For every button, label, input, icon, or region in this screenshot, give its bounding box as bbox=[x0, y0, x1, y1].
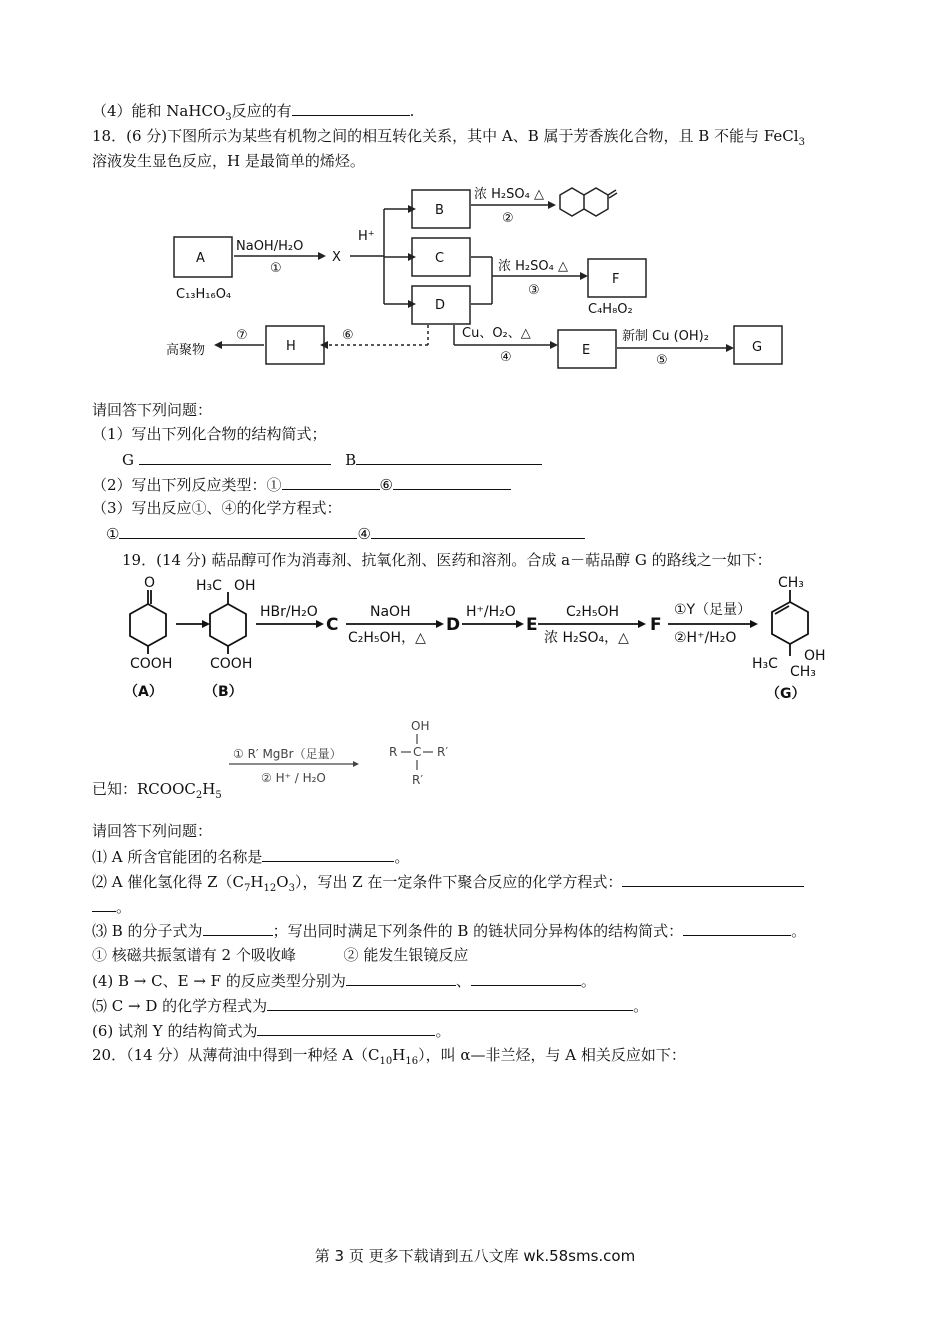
answer-blank[interactable] bbox=[267, 995, 633, 1011]
svg-text:COOH: COOH bbox=[130, 656, 173, 672]
svg-text:（B）: （B） bbox=[204, 684, 243, 700]
q19-part1: ⑴ A 所含官能团的名称是 。 bbox=[92, 848, 410, 866]
answer-blank-isomer[interactable] bbox=[683, 920, 791, 936]
svg-text:R: R bbox=[389, 745, 398, 759]
svg-text:OH: OH bbox=[804, 648, 826, 664]
svg-text:CH₃: CH₃ bbox=[790, 664, 816, 680]
q19-intro: 19．(14 分) 萜品醇可作为消毒剂、抗氧化剂、医药和溶剂。合成 a－萜品醇 G 的路线之一如下： bbox=[122, 551, 772, 569]
answer-blank-eq1[interactable] bbox=[119, 523, 357, 539]
svg-text:E: E bbox=[582, 343, 591, 358]
svg-text:②H⁺/H₂O: ②H⁺/H₂O bbox=[674, 630, 737, 646]
svg-text:H: H bbox=[286, 339, 296, 354]
svg-text:R′: R′ bbox=[412, 773, 424, 787]
svg-text:② H⁺ / H₂O: ② H⁺ / H₂O bbox=[261, 771, 326, 785]
answer-blank-1[interactable] bbox=[282, 474, 380, 490]
svg-text:COOH: COOH bbox=[210, 656, 253, 672]
svg-text:C: C bbox=[435, 251, 445, 266]
svg-text:新制 Cu (OH)₂: 新制 Cu (OH)₂ bbox=[622, 329, 709, 344]
svg-text:CH₃: CH₃ bbox=[778, 575, 804, 591]
q19-part2-cont: 。 bbox=[92, 896, 131, 917]
svg-text:G: G bbox=[752, 340, 763, 355]
q19-synthesis-scheme bbox=[110, 572, 850, 707]
svg-text:②: ② bbox=[502, 211, 514, 226]
q19-part6: (6) 试剂 Y 的结构简式为 。 bbox=[92, 1022, 451, 1040]
q18-reaction-diagram bbox=[160, 180, 800, 375]
svg-text:H⁺: H⁺ bbox=[358, 229, 375, 244]
svg-text:（G）: （G） bbox=[766, 686, 806, 702]
svg-text:④: ④ bbox=[500, 350, 512, 365]
svg-text:浓 H₂SO₄ △: 浓 H₂SO₄ △ bbox=[498, 259, 568, 274]
svg-text:①: ① bbox=[270, 261, 282, 276]
svg-text:浓 H₂SO₄，△: 浓 H₂SO₄，△ bbox=[544, 630, 629, 646]
svg-text:O: O bbox=[144, 575, 156, 591]
svg-text:OH: OH bbox=[234, 578, 256, 594]
svg-text:R′: R′ bbox=[437, 745, 449, 759]
svg-text:C: C bbox=[413, 745, 422, 759]
ring-a bbox=[130, 604, 166, 646]
q18-stem-line2: 溶液发生显色反应，H 是最简单的烯烃。 bbox=[92, 152, 365, 170]
svg-text:C₄H₈O₂: C₄H₈O₂ bbox=[588, 302, 633, 317]
answer-blank-b[interactable] bbox=[356, 449, 542, 465]
q19-part5: ⑸ C → D 的化学方程式为 。 bbox=[92, 997, 649, 1015]
q18-part1: （1）写出下列化合物的结构简式； bbox=[92, 425, 327, 443]
formula-a: C₁₃H₁₆O₄ bbox=[176, 287, 232, 302]
answer-blank[interactable] bbox=[622, 871, 804, 887]
answer-blank[interactable] bbox=[292, 100, 410, 116]
svg-text:H₃C: H₃C bbox=[196, 578, 222, 594]
svg-text:Cu、O₂、△: Cu、O₂、△ bbox=[462, 326, 531, 341]
answer-blank-cont[interactable] bbox=[92, 896, 116, 912]
ring-g bbox=[772, 602, 808, 644]
svg-text:F: F bbox=[650, 615, 662, 635]
ring-b bbox=[210, 604, 246, 646]
svg-text:C₂H₅OH，△: C₂H₅OH，△ bbox=[348, 630, 426, 646]
svg-text:C₂H₅OH: C₂H₅OH bbox=[566, 604, 620, 620]
svg-text:① R′ MgBr（足量）: ① R′ MgBr（足量） bbox=[233, 747, 342, 761]
q19-part3: ⑶ B 的分子式为 ；写出同时满足下列条件的 B 的链状同分异构体的结构简式： 。 bbox=[92, 922, 807, 940]
q18-part3: （3）写出反应①、④的化学方程式： bbox=[92, 499, 342, 517]
svg-text:B: B bbox=[435, 203, 444, 218]
answer-blank-2[interactable] bbox=[471, 970, 581, 986]
q19-conditions: ① 核磁共振氢谱有 2 个吸收峰 ② 能发生银镜反应 bbox=[92, 946, 469, 964]
svg-text:E: E bbox=[526, 615, 538, 635]
answer-blank-1[interactable] bbox=[346, 970, 456, 986]
page-footer: 第 3 页 更多下载请到五八文库 wk.58sms.com bbox=[314, 1247, 636, 1265]
answer-blank[interactable] bbox=[262, 846, 394, 862]
answer-blank-6[interactable] bbox=[393, 474, 511, 490]
svg-text:F: F bbox=[612, 272, 620, 287]
svg-text:③: ③ bbox=[528, 283, 540, 298]
q18-stem-line1: 18．(6 分)下图所示为某些有机物之间的相互转化关系，其中 A、B 属于芳香族化合物，且 B 不能与 FeCl$_3$ bbox=[92, 127, 805, 148]
q17-part4: （4）能和 NaHCO$_3$反应的有 . bbox=[92, 102, 415, 123]
svg-text:（A）: （A） bbox=[124, 684, 163, 700]
label-a: A bbox=[196, 251, 205, 266]
q19-part4: (4) B → C、E → F 的反应类型分别为 、 。 bbox=[92, 972, 596, 990]
svg-text:C: C bbox=[326, 615, 339, 635]
svg-text:⑥: ⑥ bbox=[342, 328, 354, 343]
svg-text:浓 H₂SO₄ △: 浓 H₂SO₄ △ bbox=[474, 187, 544, 202]
label-x: X bbox=[332, 250, 341, 265]
q19-known: 已知：$RCOOC_2H_5$ bbox=[92, 780, 222, 801]
q18-part2: （2）写出下列反应类型：① ⑥ bbox=[92, 474, 511, 495]
q20-intro: 20．（14 分）从薄荷油中得到一种烃 $A(C_{10}H_{16})$，叫 α—非兰烃，与 A 相关反应如下： bbox=[92, 1046, 686, 1067]
q18-part1-blanks: G B bbox=[122, 449, 542, 470]
q18-part3-blanks: ① ④ bbox=[106, 523, 585, 544]
svg-text:OH: OH bbox=[411, 719, 430, 733]
svg-text:高聚物: 高聚物 bbox=[166, 343, 206, 358]
svg-text:H₃C: H₃C bbox=[752, 656, 778, 672]
answer-blank-eq4[interactable] bbox=[371, 523, 585, 539]
svg-text:NaOH: NaOH bbox=[370, 604, 411, 620]
svg-text:D: D bbox=[446, 615, 461, 635]
svg-text:H⁺/H₂O: H⁺/H₂O bbox=[466, 604, 516, 620]
answer-blank-formula[interactable] bbox=[203, 920, 273, 936]
q19-ask: 请回答下列问题： bbox=[92, 822, 213, 840]
q19-known-reaction bbox=[225, 712, 485, 792]
svg-text:⑤: ⑤ bbox=[656, 353, 668, 368]
svg-text:①Y（足量）: ①Y（足量） bbox=[674, 602, 752, 618]
answer-blank[interactable] bbox=[257, 1020, 435, 1036]
q18-ask: 请回答下列问题： bbox=[92, 401, 213, 419]
q19-part2: ⑵ A 催化氢化得 $Z(C_7H_{12}O_3)$，写出 Z 在一定条件下聚合反应的化学方程式： bbox=[92, 871, 804, 892]
svg-text:⑦: ⑦ bbox=[236, 328, 248, 343]
svg-text:NaOH/H₂O: NaOH/H₂O bbox=[236, 239, 304, 254]
svg-text:D: D bbox=[435, 298, 446, 313]
svg-text:HBr/H₂O: HBr/H₂O bbox=[260, 604, 318, 620]
answer-blank-g[interactable] bbox=[139, 449, 331, 465]
benzene-ring bbox=[560, 188, 584, 216]
